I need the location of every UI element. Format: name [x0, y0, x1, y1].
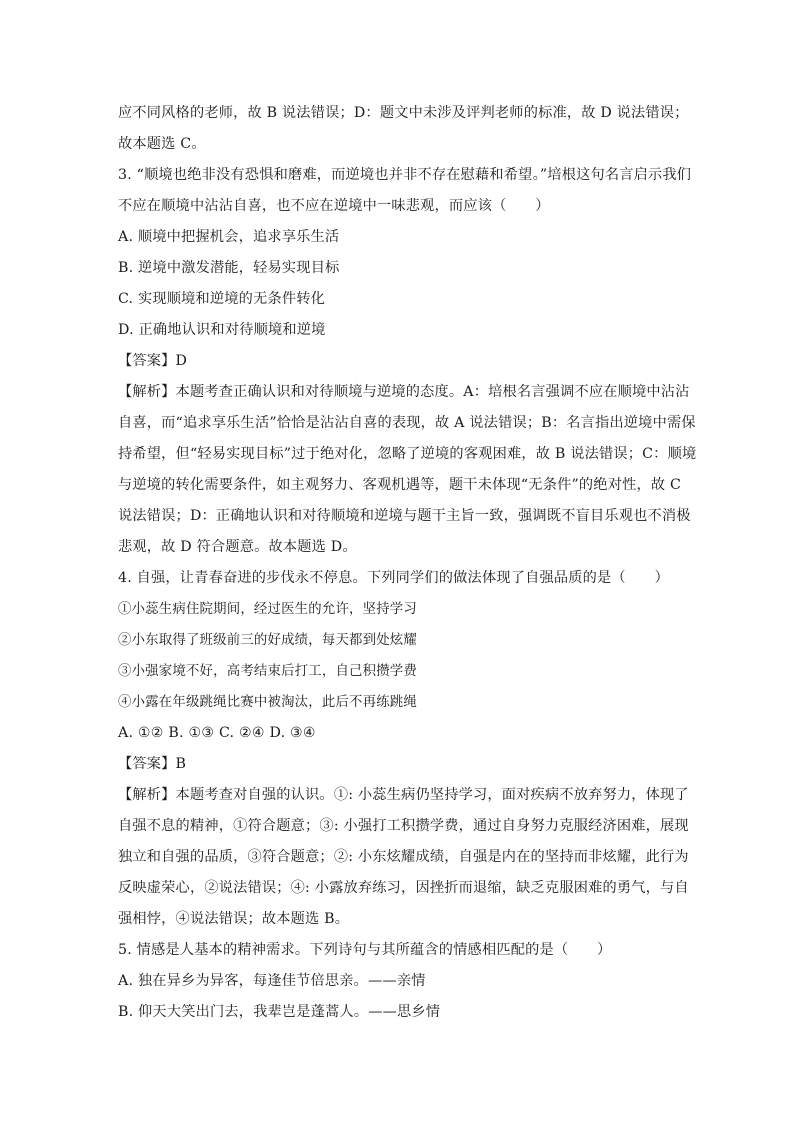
question-3-option-d: D. 正确地认识和对待顺境和逆境 [118, 322, 326, 338]
question-3-analysis: 自喜，而“追求享乐生活”恰恰是沾沾自喜的表现，故 A 说法错误；B：名言指出逆境中需保 [118, 415, 696, 431]
question-4-options: A. ①② B. ①③ C. ②④ D. ③④ [118, 725, 316, 741]
question-4-item: ③小强家境不好，高考结束后打工，自己积攒学费 [118, 664, 417, 679]
question-3-stem: 3. “顺境也绝非没有恐惧和磨难，而逆境也并非不存在慰藉和希望。”培根这句名言启示我们 [118, 167, 692, 183]
question-4-analysis: 反映虚荣心，②说法错误；④: 小露放弃练习，因挫折而退缩，缺乏克服困难的勇气，与自 [118, 880, 689, 896]
question-4-answer: 【答案】B [118, 756, 187, 772]
question-5-stem: 5. 情感是人基本的精神需求。下列诗句与其所蕴含的情感相匹配的是（ ） [118, 942, 612, 958]
question-3-analysis: 【解析】本题考查正确认识和对待顺境与逆境的态度。A：培根名言强调不应在顺境中沾沾 [118, 384, 690, 400]
text-line: 故本题选 C。 [118, 136, 206, 152]
question-4-analysis: 强相悖，④说法错误；故本题选 B。 [118, 911, 350, 927]
question-3-option-b: B. 逆境中激发潜能，轻易实现目标 [118, 260, 340, 276]
question-5-option-a: A. 独在异乡为异客，每逢佳节倍思亲。——亲情 [118, 973, 426, 989]
document-body [118, 98, 697, 1028]
question-5-option-b: B. 仰天大笑出门去，我辈岂是蓬蒿人。——思乡情 [118, 1004, 441, 1020]
question-3-stem: 不应在顺境中沾沾自喜，也不应在逆境中一味悲观，而应该（ ） [118, 198, 550, 214]
question-4-analysis: 自强不息的精神，①符合题意；③: 小强打工积攒学费，通过自身努力克服经济困难，展现 [118, 818, 689, 834]
question-3-answer: 【答案】D [118, 353, 188, 369]
question-4-item: ①小蕊生病住院期间，经过医生的允许，坚持学习 [118, 602, 417, 617]
question-3-analysis: 与逆境的转化需要条件，如主观努力、客观机遇等，题干未体现“无条件”的绝对性，故 C [118, 477, 682, 493]
question-3-option-a: A. 顺境中把握机会，追求享乐生活 [118, 229, 340, 245]
question-3-option-c: C. 实现顺境和逆境的无条件转化 [118, 291, 326, 307]
question-4-item: ②小东取得了班级前三的好成绩，每天都到处炫耀 [118, 633, 417, 648]
text-line: 应不同风格的老师，故 B 说法错误；D：题文中未涉及评判老师的标准，故 D 说法错误； [118, 105, 689, 121]
question-3-analysis: 说法错误；D：正确地认识和对待顺境和逆境与题干主旨一致，强调既不盲目乐观也不消极 [118, 508, 691, 524]
question-3-analysis: 持希望，但“轻易实现目标”过于绝对化，忽略了逆境的客观困难，故 B 说法错误；C：顺境 [118, 446, 697, 462]
question-4-stem: 4. 自强，让青春奋进的步伐永不停息。下列同学们的做法体现了自强品质的是（ ） [118, 570, 669, 586]
question-3-analysis: 悲观，故 D 符合题意。故本题选 D。 [118, 539, 357, 555]
question-4-analysis: 【解析】本题考查对自强的认识。①: 小蕊生病仍坚持学习，面对疾病不放弃努力，体现了 [118, 787, 689, 803]
question-4-item: ④小露在年级跳绳比赛中被淘汰，此后不再练跳绳 [118, 695, 417, 710]
question-4-analysis: 独立和自强的品质，③符合题意；②: 小东炫耀成绩，自强是内在的坚持而非炫耀，此行为 [118, 849, 689, 865]
